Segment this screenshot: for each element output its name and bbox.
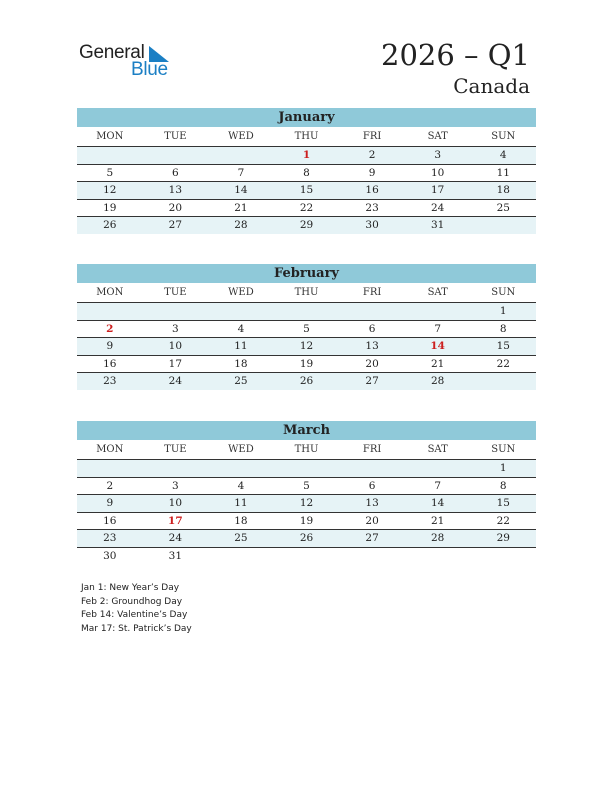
- date-cell: 1: [499, 462, 507, 474]
- week-row: [77, 513, 536, 531]
- date-cell: 6: [368, 322, 376, 335]
- date-cell: 27: [168, 219, 183, 231]
- weekday-label: THU: [294, 444, 319, 455]
- date-cell: 4: [237, 479, 245, 492]
- date-cell: 24: [168, 532, 183, 544]
- date-cell: 15: [496, 497, 510, 509]
- date-cell: 20: [168, 201, 183, 214]
- date-cell: 23: [103, 532, 117, 544]
- date-cell: 30: [365, 219, 379, 231]
- date-cell: 12: [299, 340, 314, 352]
- date-cell: 11: [496, 166, 510, 179]
- weekday-label: FRI: [362, 287, 382, 298]
- month-title: March: [77, 421, 536, 440]
- date-cell: 25: [496, 201, 510, 214]
- month-title: January: [77, 108, 536, 127]
- weekday-label: MON: [96, 287, 124, 298]
- weekday-label: SUN: [491, 287, 516, 298]
- date-cell: 16: [365, 184, 379, 196]
- date-cell: 26: [299, 532, 314, 544]
- date-cell: [77, 460, 143, 477]
- date-cell: [143, 460, 209, 477]
- date-cell: 3: [172, 322, 179, 335]
- date-cell: 13: [365, 497, 379, 509]
- date-cell: 22: [496, 357, 510, 370]
- date-cell: 9: [106, 340, 114, 352]
- date-cell: 4: [237, 322, 245, 335]
- generalblue-logo: [79, 42, 179, 82]
- date-cell: 2: [106, 479, 114, 492]
- page-title: 2026 – Q1: [381, 38, 530, 72]
- holiday-date-cell: 14: [430, 340, 445, 352]
- week-row: [77, 165, 536, 183]
- week-row: [77, 373, 536, 390]
- country-name: Canada: [453, 74, 530, 98]
- date-cell: 19: [299, 514, 314, 527]
- date-cell: 20: [365, 357, 379, 370]
- date-cell: [470, 548, 536, 565]
- week-row: [77, 356, 536, 374]
- weekday-label: MON: [96, 131, 124, 142]
- date-cell: 23: [103, 375, 117, 387]
- date-cell: [405, 303, 471, 320]
- weekday-label: TUE: [164, 444, 187, 455]
- week-row: [77, 303, 536, 321]
- logo-blue-text: Blue: [131, 59, 168, 80]
- holiday-note: Mar 17: St. Patrick’s Day: [81, 623, 192, 634]
- holiday-notes: [81, 582, 192, 636]
- weekday-label: TUE: [164, 287, 187, 298]
- week-row: [77, 147, 536, 165]
- week-row: [77, 321, 536, 339]
- date-cell: 16: [103, 357, 117, 370]
- date-cell: 5: [303, 322, 310, 335]
- weekday-label: THU: [294, 131, 319, 142]
- date-cell: 22: [496, 514, 510, 527]
- date-cell: 9: [368, 166, 376, 179]
- date-cell: [143, 147, 209, 164]
- date-cell: 20: [365, 514, 379, 527]
- week-row: [77, 338, 536, 356]
- date-cell: 27: [365, 532, 379, 544]
- date-cell: [339, 460, 405, 477]
- weekday-label: WED: [228, 444, 254, 455]
- date-cell: 31: [430, 219, 445, 231]
- weekday-label: SAT: [427, 131, 448, 142]
- date-cell: [274, 460, 340, 477]
- date-cell: [405, 548, 471, 565]
- date-cell: 31: [168, 549, 183, 562]
- date-cell: [274, 303, 340, 320]
- date-cell: 13: [365, 340, 379, 352]
- weekday-label: WED: [228, 131, 254, 142]
- date-cell: 28: [234, 219, 248, 231]
- weekday-header-row: [77, 283, 536, 303]
- date-cell: [470, 217, 536, 234]
- date-cell: [208, 460, 274, 477]
- holiday-date-cell: 1: [302, 149, 311, 161]
- date-cell: 7: [237, 166, 245, 179]
- date-cell: 8: [499, 322, 507, 335]
- weekday-label: FRI: [362, 444, 382, 455]
- date-cell: 12: [103, 184, 117, 196]
- month-february: [77, 264, 536, 390]
- week-row: [77, 182, 536, 200]
- week-row: [77, 495, 536, 513]
- date-cell: 21: [430, 357, 445, 370]
- date-cell: 9: [106, 497, 114, 509]
- weekday-label: SUN: [491, 444, 516, 455]
- holiday-note: Feb 2: Groundhog Day: [81, 596, 183, 607]
- date-cell: 1: [499, 305, 507, 317]
- weekday-label: SAT: [427, 287, 448, 298]
- weekday-label: SAT: [427, 444, 448, 455]
- date-cell: [208, 303, 274, 320]
- date-cell: 5: [303, 479, 310, 492]
- date-cell: 17: [430, 184, 445, 196]
- date-cell: [339, 548, 405, 565]
- weekday-label: TUE: [164, 131, 187, 142]
- date-cell: 23: [365, 201, 379, 214]
- weekday-label: FRI: [362, 131, 382, 142]
- week-row: [77, 460, 536, 478]
- date-cell: 13: [168, 184, 183, 196]
- logo-general-text: General: [79, 42, 145, 63]
- date-cell: 17: [168, 357, 183, 370]
- date-cell: 16: [103, 514, 117, 527]
- date-cell: 11: [234, 340, 248, 352]
- date-cell: 4: [499, 149, 507, 161]
- date-cell: 14: [234, 184, 248, 196]
- date-cell: 28: [430, 375, 445, 387]
- date-cell: 8: [499, 479, 507, 492]
- date-cell: 3: [434, 149, 442, 161]
- month-january: [77, 108, 536, 234]
- weekday-label: WED: [228, 287, 254, 298]
- date-cell: 18: [496, 184, 510, 196]
- date-cell: 8: [303, 166, 310, 179]
- date-cell: 19: [299, 357, 314, 370]
- date-cell: 25: [234, 375, 248, 387]
- holiday-date-cell: 17: [168, 514, 183, 527]
- date-cell: 29: [496, 532, 510, 544]
- weekday-label: THU: [294, 287, 319, 298]
- week-row: [77, 217, 536, 234]
- date-cell: [208, 548, 274, 565]
- date-cell: 18: [234, 514, 248, 527]
- date-cell: 12: [299, 497, 314, 509]
- holiday-note: Jan 1: New Year’s Day: [81, 583, 180, 593]
- weekday-label: SUN: [491, 131, 516, 142]
- date-cell: [405, 460, 471, 477]
- date-cell: 7: [434, 322, 442, 335]
- date-cell: 10: [168, 497, 183, 509]
- date-cell: 2: [368, 149, 376, 161]
- date-cell: [274, 548, 340, 565]
- week-row: [77, 478, 536, 496]
- date-cell: 19: [103, 201, 117, 214]
- week-row: [77, 530, 536, 548]
- weekday-header-row: [77, 127, 536, 147]
- weekday-label: MON: [96, 444, 124, 455]
- date-cell: 10: [168, 340, 183, 352]
- date-cell: 24: [430, 201, 445, 214]
- date-cell: 22: [299, 201, 314, 214]
- date-cell: 14: [430, 497, 445, 509]
- week-row: [77, 548, 536, 565]
- date-cell: [77, 303, 143, 320]
- date-cell: 29: [299, 219, 314, 231]
- date-cell: 24: [168, 375, 183, 387]
- date-cell: 10: [430, 166, 445, 179]
- date-cell: 18: [234, 357, 248, 370]
- date-cell: 21: [430, 514, 445, 527]
- holiday-note: Feb 14: Valentine’s Day: [81, 610, 188, 621]
- date-cell: 26: [103, 219, 117, 231]
- date-cell: 7: [434, 479, 442, 492]
- date-cell: 5: [106, 166, 114, 179]
- date-cell: 27: [365, 375, 379, 387]
- date-cell: 15: [299, 184, 314, 196]
- weekday-header-row: [77, 440, 536, 460]
- date-cell: [208, 147, 274, 164]
- date-cell: 3: [172, 479, 179, 492]
- week-row: [77, 200, 536, 218]
- date-cell: 26: [299, 375, 314, 387]
- date-cell: 25: [234, 532, 248, 544]
- date-cell: [339, 303, 405, 320]
- date-cell: 6: [172, 166, 179, 179]
- date-cell: [77, 147, 143, 164]
- holiday-date-cell: 2: [106, 322, 114, 335]
- date-cell: [143, 303, 209, 320]
- date-cell: 21: [234, 201, 248, 214]
- date-cell: 6: [368, 479, 376, 492]
- date-cell: [470, 373, 536, 390]
- date-cell: 28: [430, 532, 445, 544]
- date-cell: 30: [103, 549, 117, 562]
- date-cell: 15: [496, 340, 510, 352]
- date-cell: 11: [234, 497, 248, 509]
- month-march: [77, 421, 536, 564]
- month-title: February: [77, 264, 536, 283]
